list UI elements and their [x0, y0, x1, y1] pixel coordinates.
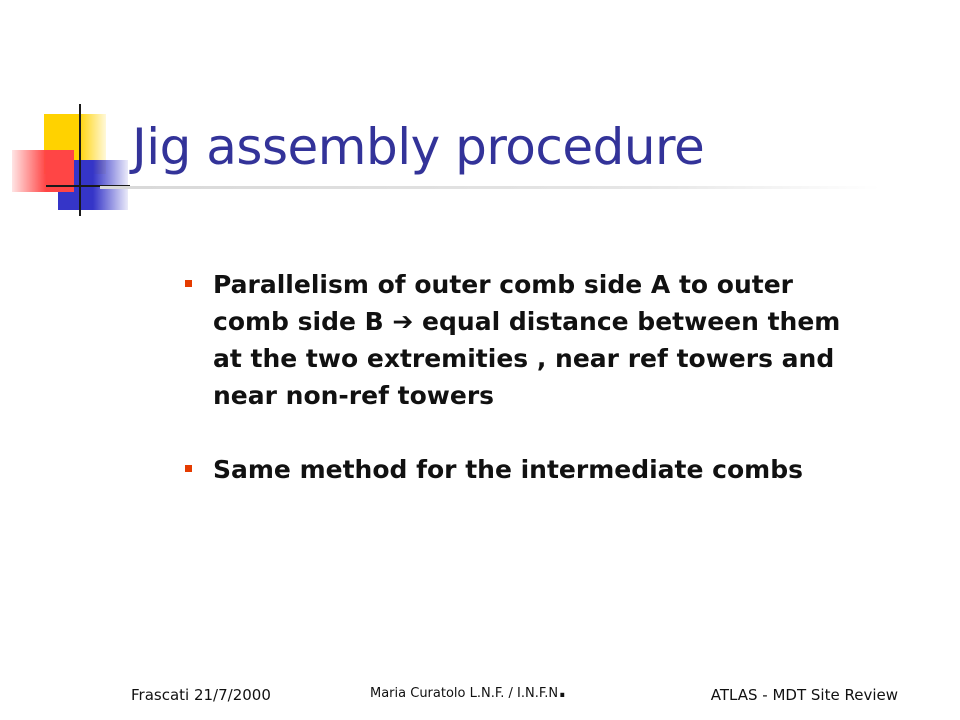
- slide-title: Jig assembly procedure: [132, 118, 705, 176]
- footer-author-text: Maria Curatolo L.N.F. / I.N.F.N: [370, 686, 559, 701]
- bullet-marker-icon: [185, 465, 192, 472]
- footer-author-dot: .: [558, 678, 567, 703]
- title-underline: [100, 186, 880, 189]
- footer-date: Frascati 21/7/2000: [131, 686, 271, 704]
- footer-author: [370, 678, 566, 703]
- bullet-list: [185, 266, 885, 488]
- footer-event: ATLAS - MDT Site Review: [710, 686, 898, 704]
- bullet-text: Same method for the intermediate combs: [213, 455, 803, 484]
- bullet-item: [185, 451, 885, 488]
- bullet-marker-icon: [185, 280, 192, 287]
- decorative-logo: [0, 0, 140, 230]
- bullet-text: Parallelism of outer comb side A to outer comb side B ➔ equal distance between them at the two extremities , near ref towers and near non-ref towers: [213, 270, 841, 410]
- logo-vertical-line: [79, 104, 81, 216]
- bullet-item: [185, 266, 868, 414]
